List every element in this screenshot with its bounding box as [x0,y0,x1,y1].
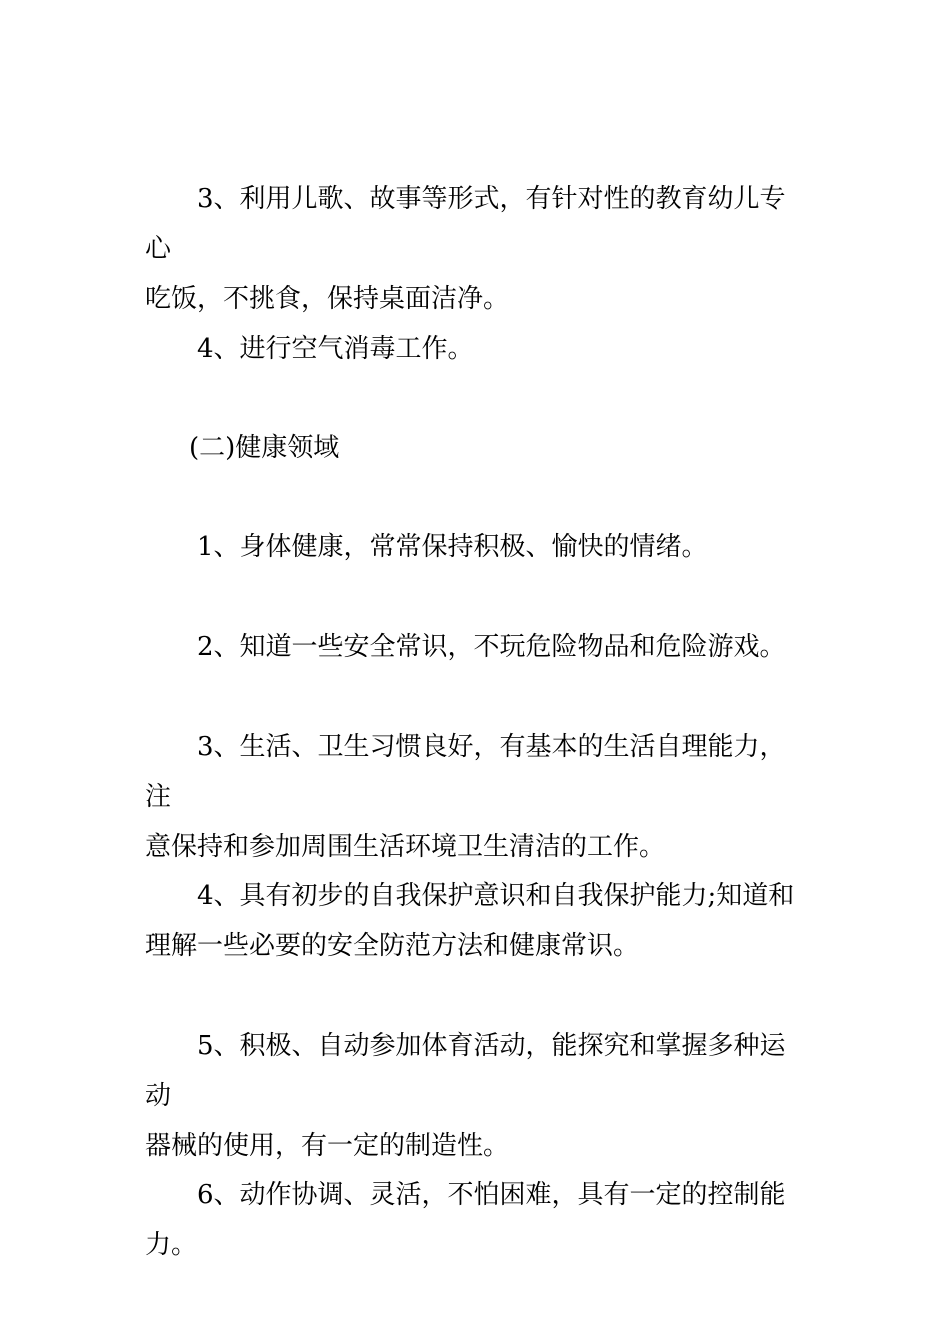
paragraph-line: 吃饭，不挑食，保持桌面洁净。 [145,284,510,314]
paragraph-line: 器械的使用，有一定的制造性。 [145,1131,510,1161]
paragraph-line: 4、进行空气消毒工作。 [197,334,474,364]
paragraph-health-4 [145,871,810,971]
paragraph-line: 4、具有初步的自我保护意识和自我保护能力;知道和 [197,881,795,911]
paragraph-line: 1、身体健康，常常保持积极、愉快的情绪。 [197,532,708,562]
paragraph-health-1 [145,522,810,572]
paragraph-line: 5、积极、自动参加体育活动，能探究和掌握多种运动 [145,1031,786,1111]
paragraph-health-5 [145,1021,810,1171]
paragraph-line: 意保持和参加周围生活环境卫生清洁的工作。 [145,832,666,862]
paragraph-line: 2、知道一些安全常识，不玩危险物品和危险游戏。 [197,632,786,662]
paragraph-health-6 [145,1170,810,1270]
paragraph-line: 理解一些必要的安全防范方法和健康常识。 [145,931,640,961]
paragraph-line: 6、动作协调、灵活，不怕困难，具有一定的控制能力。 [145,1180,786,1260]
paragraph-meal-education [145,174,810,324]
paragraph-health-2 [145,622,810,672]
paragraph-line: 3、利用儿歌、故事等形式，有针对性的教育幼儿专心 [145,184,786,264]
section-heading-health [145,423,810,473]
paragraph-air-disinfection [145,324,810,374]
section-heading-text: (二)健康领域 [189,433,340,463]
document-page [145,0,810,1344]
paragraph-health-3 [145,722,810,872]
paragraph-line: 3、生活、卫生习惯良好，有基本的生活自理能力，注 [145,732,786,812]
